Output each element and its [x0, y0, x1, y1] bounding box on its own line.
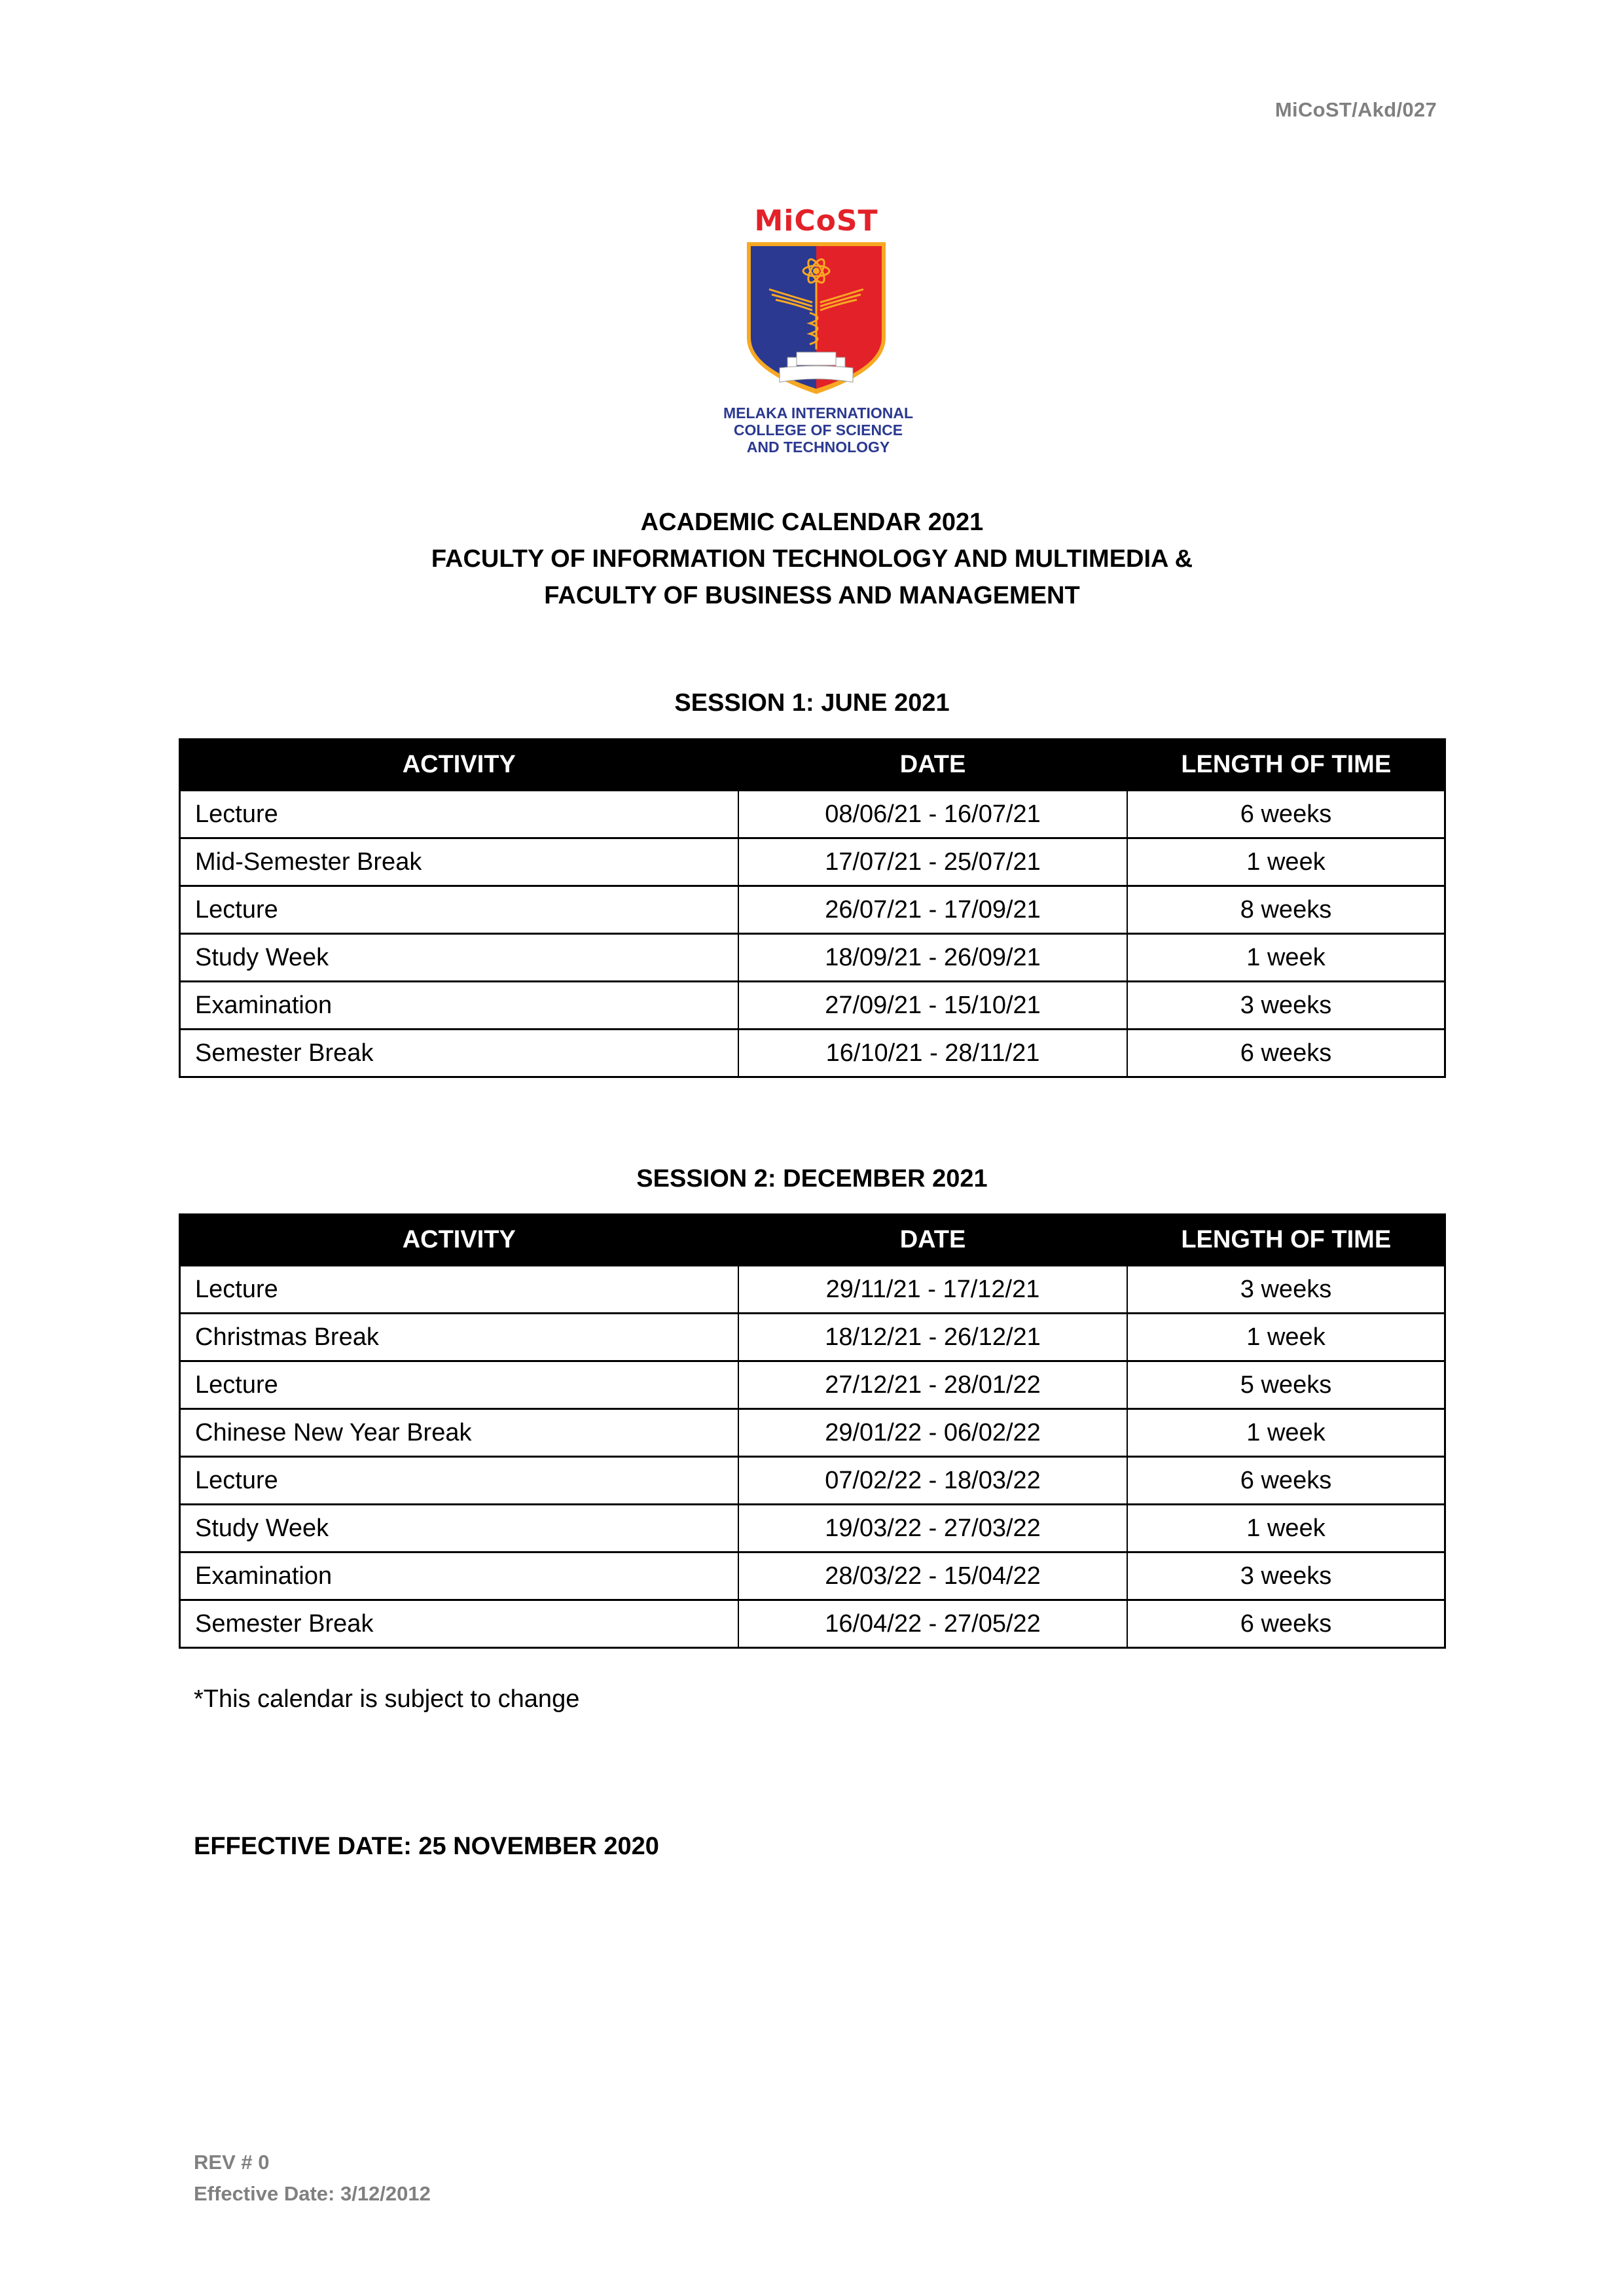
table-row [180, 886, 1445, 934]
date-cell: 27/12/21 - 28/01/22 [738, 1361, 1127, 1409]
revision-number: REV # 0 [194, 2151, 270, 2174]
length-cell: 8 weeks [1127, 886, 1445, 934]
activity-cell: Examination [180, 1552, 739, 1600]
table-row [180, 1361, 1445, 1409]
table-row [180, 1552, 1445, 1600]
activity-cell: Christmas Break [180, 1314, 739, 1361]
length-cell: 6 weeks [1127, 791, 1445, 838]
date-cell: 07/02/22 - 18/03/22 [738, 1457, 1127, 1505]
activity-cell: Lecture [180, 1361, 739, 1409]
activity-cell: Study Week [180, 1505, 739, 1552]
activity-cell: Lecture [180, 791, 739, 838]
session-2-title: SESSION 2: DECEMBER 2021 [636, 1165, 988, 1193]
length-cell: 6 weeks [1127, 1030, 1445, 1077]
table-row [180, 1505, 1445, 1552]
date-cell: 28/03/22 - 15/04/22 [738, 1552, 1127, 1600]
date-cell: 19/03/22 - 27/03/22 [738, 1505, 1127, 1552]
date-cell: 18/09/21 - 26/09/21 [738, 934, 1127, 982]
logo-wordmark: MiCoST [754, 204, 878, 238]
session-1-title: SESSION 1: JUNE 2021 [674, 689, 950, 717]
column-header-activity: ACTIVITY [180, 1215, 739, 1266]
activity-cell: Lecture [180, 1457, 739, 1505]
college-name-line: MELAKA INTERNATIONAL [723, 404, 914, 422]
activity-cell: Study Week [180, 934, 739, 982]
session-2-table [179, 1213, 1446, 1649]
college-name-line: COLLEGE OF SCIENCE [733, 422, 903, 439]
length-cell: 1 week [1127, 934, 1445, 982]
activity-cell: Chinese New Year Break [180, 1409, 739, 1457]
length-cell: 6 weeks [1127, 1457, 1445, 1505]
column-header-length: LENGTH OF TIME [1127, 740, 1445, 791]
title-line: FACULTY OF INFORMATION TECHNOLOGY AND MULTIMEDIA & [431, 545, 1193, 573]
college-name-line: AND TECHNOLOGY [746, 439, 890, 456]
footer-effective-date: Effective Date: 3/12/2012 [194, 2182, 431, 2205]
college-name [707, 404, 929, 456]
table-row [180, 1457, 1445, 1505]
length-cell: 6 weeks [1127, 1600, 1445, 1648]
activity-cell: Lecture [180, 886, 739, 934]
table-row [180, 1600, 1445, 1648]
college-logo [707, 196, 929, 458]
page-footer [194, 2147, 431, 2210]
session-2-rows [180, 1266, 1445, 1648]
column-header-activity: ACTIVITY [180, 740, 739, 791]
session-1-rows [180, 791, 1445, 1077]
activity-cell: Semester Break [180, 1030, 739, 1077]
activity-cell: Semester Break [180, 1600, 739, 1648]
column-header-date: DATE [738, 740, 1127, 791]
table-row [180, 1314, 1445, 1361]
title-line: ACADEMIC CALENDAR 2021 [640, 509, 984, 536]
disclaimer-note: *This calendar is subject to change [194, 1685, 580, 1713]
shield-emblem-icon [744, 240, 888, 397]
date-cell: 16/04/22 - 27/05/22 [738, 1600, 1127, 1648]
table-row [180, 791, 1445, 838]
length-cell: 1 week [1127, 838, 1445, 886]
date-cell: 27/09/21 - 15/10/21 [738, 982, 1127, 1030]
table-row [180, 1030, 1445, 1077]
table-row [180, 1409, 1445, 1457]
table-row [180, 838, 1445, 886]
activity-cell: Examination [180, 982, 739, 1030]
table-row [180, 982, 1445, 1030]
column-header-date: DATE [738, 1215, 1127, 1266]
length-cell: 3 weeks [1127, 1266, 1445, 1314]
length-cell: 1 week [1127, 1409, 1445, 1457]
table-header-row [180, 740, 1445, 791]
date-cell: 16/10/21 - 28/11/21 [738, 1030, 1127, 1077]
effective-date: EFFECTIVE DATE: 25 NOVEMBER 2020 [194, 1833, 659, 1860]
table-row [180, 934, 1445, 982]
document-title [0, 504, 1624, 614]
column-header-length: LENGTH OF TIME [1127, 1215, 1445, 1266]
date-cell: 26/07/21 - 17/09/21 [738, 886, 1127, 934]
table-header-row [180, 1215, 1445, 1266]
session-1-table [179, 738, 1446, 1078]
length-cell: 3 weeks [1127, 1552, 1445, 1600]
length-cell: 5 weeks [1127, 1361, 1445, 1409]
date-cell: 29/11/21 - 17/12/21 [738, 1266, 1127, 1314]
date-cell: 29/01/22 - 06/02/22 [738, 1409, 1127, 1457]
date-cell: 18/12/21 - 26/12/21 [738, 1314, 1127, 1361]
date-cell: 17/07/21 - 25/07/21 [738, 838, 1127, 886]
activity-cell: Mid-Semester Break [180, 838, 739, 886]
length-cell: 3 weeks [1127, 982, 1445, 1030]
title-line: FACULTY OF BUSINESS AND MANAGEMENT [544, 582, 1080, 609]
activity-cell: Lecture [180, 1266, 739, 1314]
length-cell: 1 week [1127, 1314, 1445, 1361]
table-row [180, 1266, 1445, 1314]
length-cell: 1 week [1127, 1505, 1445, 1552]
date-cell: 08/06/21 - 16/07/21 [738, 791, 1127, 838]
document-reference: MiCoST/Akd/027 [1274, 98, 1437, 121]
